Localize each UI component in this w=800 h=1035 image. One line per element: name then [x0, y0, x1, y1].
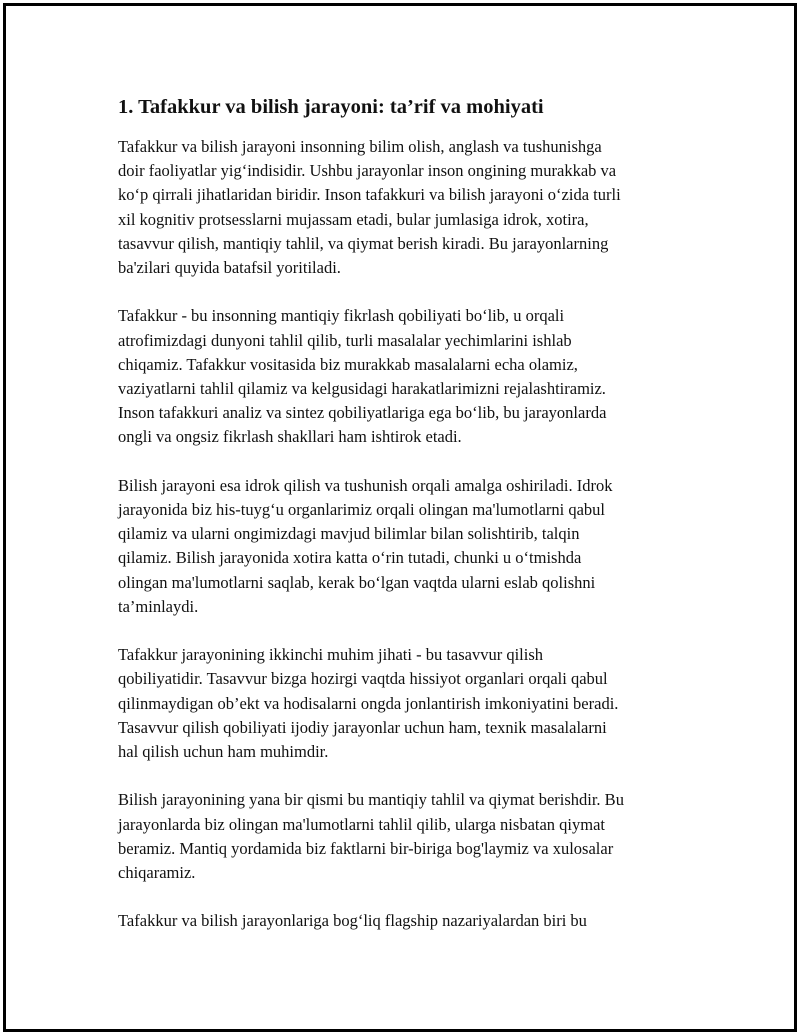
text-line: Tafakkur jarayonining ikkinchi muhim jihati - bu tasavvur qilish [118, 645, 544, 665]
text-line: Bilish jarayonining yana bir qismi bu mantiqiy tahlil va qiymat berishdir. Bu [118, 790, 624, 810]
text-line: jarayonida biz his-tuyg‘u organlarimiz orqali olingan ma'lumotlarni qabul [118, 500, 605, 520]
text-line: Tasavvur qilish qobiliyati ijodiy jarayonlar uchun ham, texnik masalalarni [118, 717, 607, 737]
paragraph-4 [118, 643, 698, 764]
document-body [118, 93, 698, 934]
paragraph-5 [118, 788, 698, 885]
text-line: olingan ma'lumotlarni saqlab, kerak bo‘lgan vaqtda ularni eslab qolishni [118, 572, 596, 592]
text-line: beramiz. Mantiq yordamida biz faktlarni bir-biriga bog'laymiz va xulosalar [118, 838, 614, 858]
paragraph-6 [118, 909, 698, 933]
text-line: Tafakkur va bilish jarayoni insonning bilim olish, anglash va tushunishga [118, 137, 602, 156]
text-line: tasavvur qilish, mantiqiy tahlil, va qiymat berish kiradi. Bu jarayonlarning [118, 233, 609, 253]
text-line: xil kognitiv protsesslarni mujassam etadi, bular jumlasiga idrok, xotira, [118, 209, 589, 229]
text-line: qilamiz va ularni ongimizdagi mavjud bilimlar bilan solishtirib, talqin [118, 524, 580, 544]
text-line: atrofimizdagi dunyoni tahlil qilib, turli masalalar yechimlarini ishlab [118, 330, 572, 350]
text-line: Inson tafakkuri analiz va sintez qobiliyatlariga ega bo‘lib, bu jarayonlarda [118, 403, 607, 423]
text-line: ba'zilari quyida batafsil yoritiladi. [118, 258, 341, 278]
text-line: chiqamiz. Tafakkur vositasida biz murakkab masalalarni echa olamiz, [118, 354, 578, 374]
text-line: ta’minlaydi. [118, 596, 199, 616]
text-line: Bilish jarayoni esa idrok qilish va tushunish orqali amalga oshiriladi. Idrok [118, 475, 613, 495]
section-title: 1. Tafakkur va bilish jarayoni: ta’rif va mohiyati [118, 96, 544, 118]
text-line: jarayonlarda biz olingan ma'lumotlarni tahlil qilib, ularga nisbatan qiymat [118, 814, 605, 834]
paragraph-1 [118, 135, 698, 280]
text-line: qobiliyatidir. Tasavvur bizga hozirgi vaqtda hissiyot organlari orqali qabul [118, 669, 608, 689]
text-line: hal qilish uchun ham muhimdir. [118, 742, 329, 762]
text-line: Tafakkur va bilish jarayonlariga bog‘liq flagship nazariyalardan biri bu [118, 911, 587, 931]
paragraph-3 [118, 474, 698, 619]
text-line: qilamiz. Bilish jarayonida xotira katta o‘rin tutadi, chunki u o‘tmishda [118, 548, 582, 568]
text-line: ko‘p qirrali jihatlaridan biridir. Inson tafakkuri va bilish jarayoni o‘zida turli [118, 185, 621, 205]
text-line: Tafakkur - bu insonning mantiqiy fikrlash qobiliyati bo‘lib, u orqali [118, 306, 565, 326]
paragraph-2 [118, 304, 698, 449]
text-line: doir faoliyatlar yig‘indisidir. Ushbu jarayonlar inson ongining murakkab va [118, 161, 617, 181]
text-line: vaziyatlarni tahlil qilamiz va kelgusidagi harakatlarimizni rejalashtiramiz. [118, 379, 606, 399]
text-line: qilinmaydigan ob’ekt va hodisalarni ongda jonlantirish imkoniyatini beradi. [118, 693, 619, 713]
text-line: ongli va ongsiz fikrlash shakllari ham ishtirok etadi. [118, 427, 462, 447]
text-line: chiqaramiz. [118, 863, 196, 883]
